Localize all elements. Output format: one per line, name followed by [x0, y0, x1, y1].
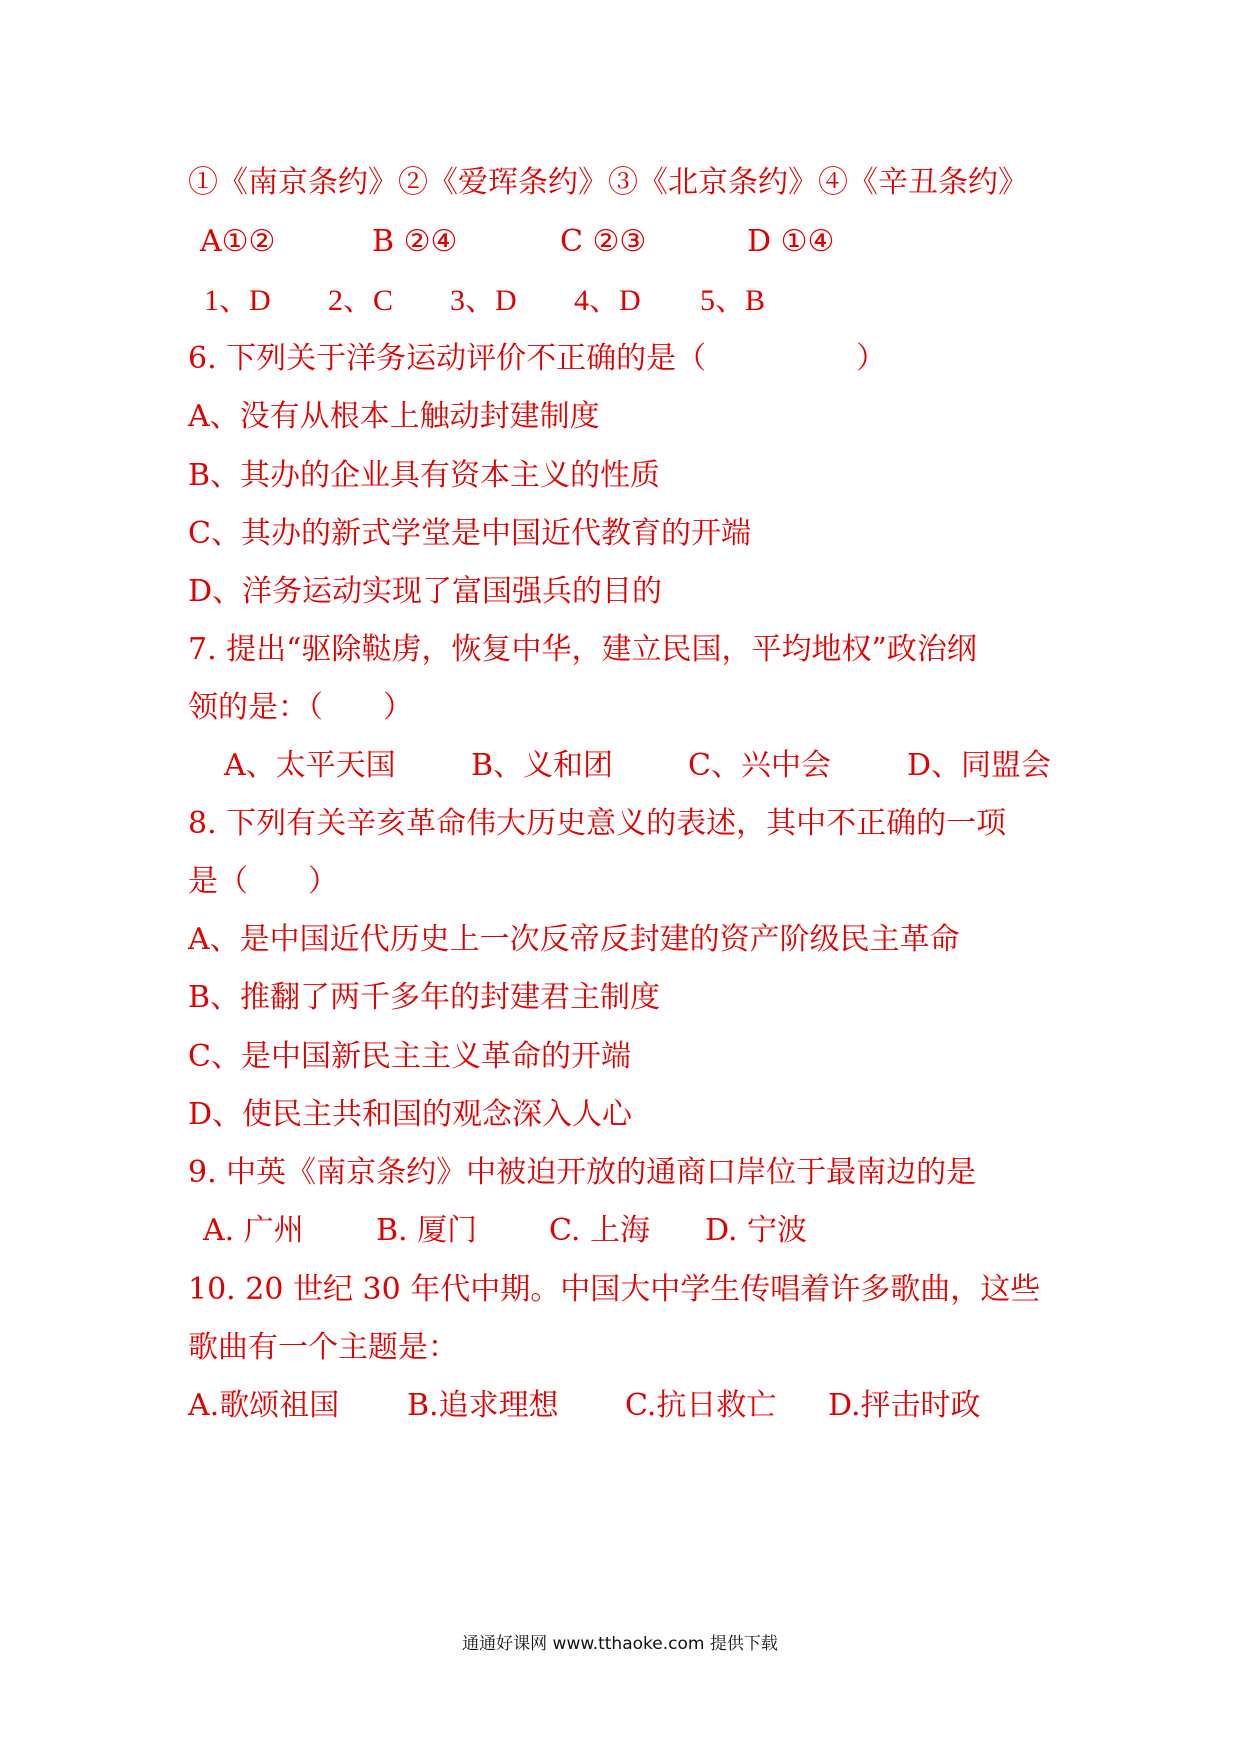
q7-option-b: B、义和团 [471, 748, 614, 783]
q6-option-c: C、其办的新式学堂是中国近代教育的开端 [188, 516, 751, 551]
answer-3: 3、D [450, 284, 517, 317]
q9-option-c: C. 上海 [549, 1213, 650, 1248]
q7-stem-line1: 7. 提出“驱除鞑虏，恢复中华，建立民国，平均地权”政治纲 [188, 632, 977, 667]
q8-option-b: B、推翻了两千多年的封建君主制度 [188, 980, 661, 1015]
option-b: B ②④ [372, 224, 458, 259]
q10-options [188, 1386, 981, 1626]
q9-stem: 9. 中英《南京条约》中被迫开放的通商口岸位于最南边的是 [188, 1155, 977, 1190]
q6-option-d: D、洋务运动实现了富国强兵的目的 [188, 574, 663, 609]
q10-option-d: D.抨击时政 [828, 1388, 981, 1423]
answer-4: 4、D [574, 284, 641, 317]
option-a: A①② [200, 224, 276, 259]
q7-stem-line2: 领的是：（ ） [188, 690, 413, 725]
q10-option-b: B.追求理想 [407, 1388, 559, 1423]
q8-stem-line2: 是（ ） [188, 864, 338, 899]
q6-option-b: B、其办的企业具有资本主义的性质 [188, 458, 661, 493]
page-footer: 通通好课网 www.tthaoke.com 提供下载 [462, 1634, 778, 1654]
q10-option-a: A.歌颂祖国 [188, 1388, 340, 1423]
q10-stem-line1: 10. 20 世纪 30 年代中期。中国大中学生传唱着许多歌曲，这些 [188, 1272, 1041, 1307]
q7-option-c: C、兴中会 [688, 748, 831, 783]
q6-option-a: A、没有从根本上触动封建制度 [188, 399, 600, 434]
option-c: C ②③ [560, 224, 647, 259]
answer-1: 1、D [204, 284, 271, 317]
q9-option-d: D. 宁波 [705, 1213, 808, 1248]
q9-option-b: B. 厦门 [376, 1213, 478, 1248]
q8-option-c: C、是中国新民主主义革命的开端 [188, 1039, 631, 1074]
q7-option-a: A、太平天国 [224, 748, 396, 783]
q7-option-d: D、同盟会 [907, 748, 1052, 783]
q9-option-a: A. 广州 [203, 1213, 304, 1248]
q10-stem-line2: 歌曲有一个主题是： [188, 1330, 458, 1365]
carryover-items: ①《南京条约》②《爱珲条约》③《北京条约》④《辛丑条约》 [188, 165, 1028, 200]
q10-option-c: C.抗日救亡 [625, 1388, 777, 1423]
q8-option-a: A、是中国近代历史上一次反帝反封建的资产阶级民主革命 [188, 922, 960, 957]
answer-2: 2、C [328, 284, 394, 317]
q6-stem: 6. 下列关于洋务运动评价不正确的是（ ） [188, 341, 887, 376]
answer-5: 5、B [700, 284, 766, 317]
option-d: D ①④ [747, 224, 835, 259]
q8-stem-line1: 8. 下列有关辛亥革命伟大历史意义的表述，其中不正确的一项 [188, 806, 1007, 841]
q8-option-d: D、使民主共和国的观念深入人心 [188, 1097, 633, 1132]
